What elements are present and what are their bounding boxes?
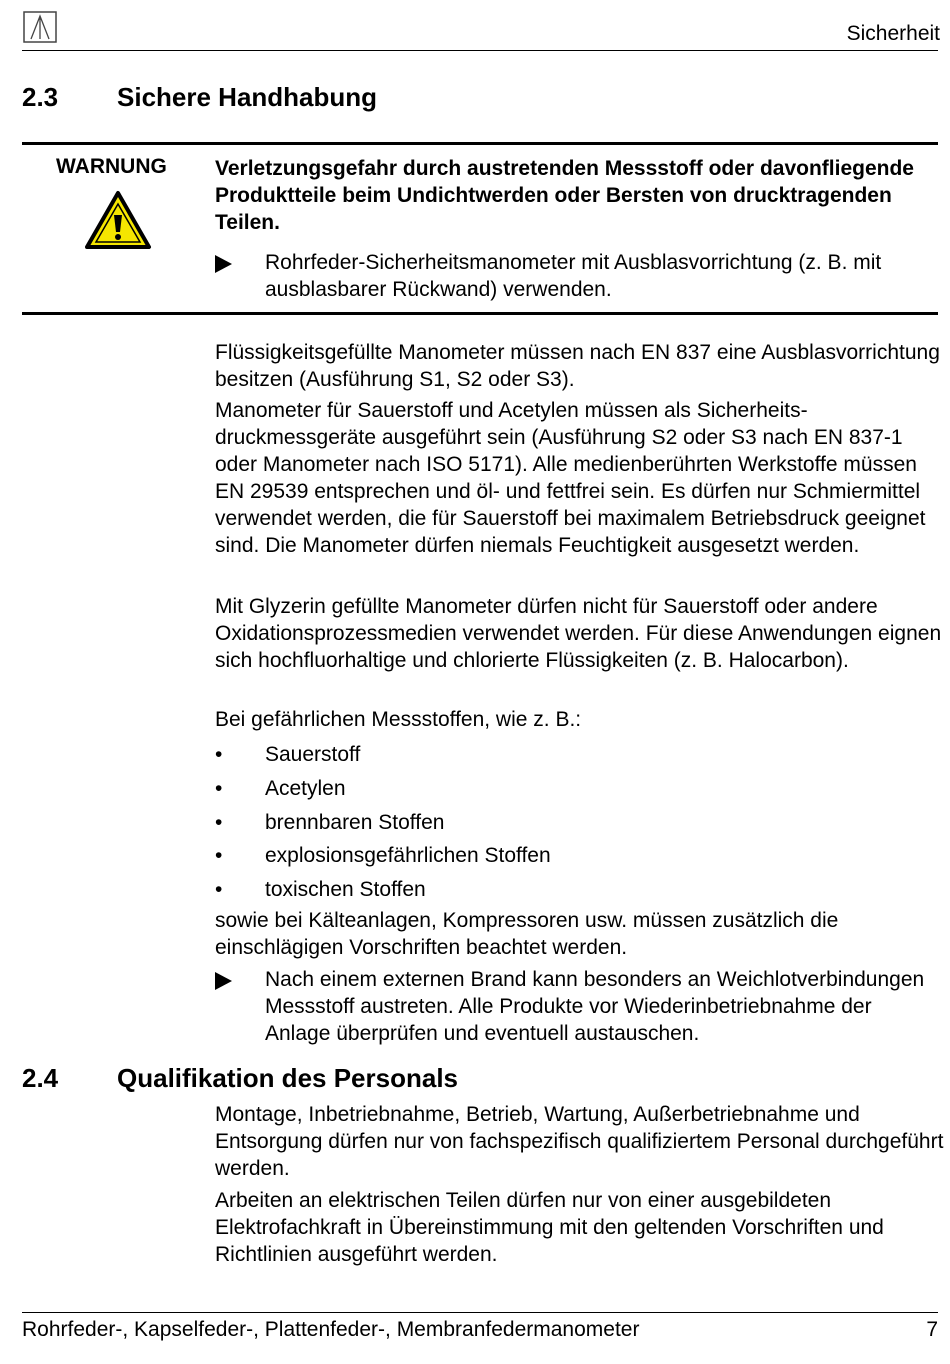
list-item xyxy=(215,842,935,869)
company-logo xyxy=(23,11,57,43)
warning-title: Verletzungsgefahr durch austretenden Messstoff oder davonfliegende Produktteile beim Undichtwerden oder Bersten von drucktragenden Teilen. xyxy=(215,157,914,234)
list-item xyxy=(215,876,935,903)
footer-document-title: Rohrfeder-, Kapselfeder-, Plattenfeder-, Membranfedermanometer xyxy=(22,1318,640,1341)
bullet-icon: • xyxy=(215,777,223,800)
list-item-text: toxischen Stoffen xyxy=(265,878,426,901)
paragraph: Arbeiten an elektrischen Teilen dürfen nur von einer ausgebildeten Elektrofachkraft in Übereinstimmung mit den geltenden Vorschriften und Richtlinien ausgeführt werden. xyxy=(215,1189,884,1266)
paragraph: Flüssigkeitsgefüllte Manometer müssen nach EN 837 eine Ausblasvorrichtung besitzen (Ausführung S1, S2 oder S3). xyxy=(215,341,940,391)
paragraph: Mit Glyzerin gefüllte Manometer dürfen nicht für Sauerstoff oder andere Oxidationsprozessmedien verwendet werden. Für diese Anwendungen eignen sich hochfluorhaltige und chlorierte Flüssigkeiten (z. B. Halocarbon). xyxy=(215,595,942,672)
list-item-text: Acetylen xyxy=(265,777,346,800)
section-number: 2.4 xyxy=(22,1063,59,1093)
bullet-icon: • xyxy=(215,844,223,867)
section-title: Qualifikation des Personals xyxy=(117,1063,458,1093)
paragraph: Montage, Inbetriebnahme, Betrieb, Wartung, Außerbetriebnahme und Entsorgung dürfen nur von fachspezifisch qualifiziertem Personal durchgeführt werden. xyxy=(215,1103,944,1180)
list-item xyxy=(215,809,935,836)
warning-top-rule xyxy=(22,142,938,145)
section-number: 2.3 xyxy=(22,82,59,112)
footer-divider xyxy=(22,1312,938,1313)
section-heading-2-4 xyxy=(22,1063,622,1097)
running-header: Sicherheit xyxy=(846,22,940,45)
bullet-icon: • xyxy=(215,811,223,834)
warning-triangle-icon xyxy=(84,190,152,250)
list-item xyxy=(215,741,935,768)
paragraph: sowie bei Kälteanlagen, Kompressoren usw. müssen zusätzlich die einschlägigen Vorschriften beachtet werden. xyxy=(215,909,839,959)
warning-action xyxy=(215,249,930,303)
header-divider xyxy=(22,50,938,51)
section-heading-2-3 xyxy=(22,82,622,116)
bullet-icon: • xyxy=(215,743,223,766)
paragraph: Manometer für Sauerstoff und Acetylen müssen als Sicherheitsdruckmessgeräte ausgeführt sein (Ausführung S2 oder S3 nach EN 837-1 oder Manometer nach ISO 5171). Alle medienberührten Werkstoffe müssen EN 29539 entsprechen und öl- und fettfrei sein. Es dürfen nur Schmiermittel verwendet werden, die für Sauerstoff bei maximalem Betriebsdruck geeignet sind. Die Manometer dürfen niemals Feuchtigkeit ausgesetzt werden. xyxy=(215,399,926,557)
action-arrow-icon xyxy=(215,255,232,273)
action-item xyxy=(215,966,930,1047)
warning-label: WARNUNG xyxy=(56,155,167,178)
warning-action-text: Rohrfeder-Sicherheitsmanometer mit Ausblasvorrichtung (z. B. mit ausblasbarer Rückwand) verwenden. xyxy=(265,251,882,301)
warning-bottom-rule xyxy=(22,312,938,315)
section-title: Sichere Handhabung xyxy=(117,82,378,112)
action-arrow-icon xyxy=(215,972,232,990)
paragraph: Bei gefährlichen Messstoffen, wie z. B.: xyxy=(215,708,582,731)
list-item xyxy=(215,775,935,802)
page-number: 7 xyxy=(926,1318,938,1341)
action-text: Nach einem externen Brand kann besonders an Weichlotverbindungen Messstoff austreten. Alle Produkte vor Wiederinbetriebnahme der Anlage überprüfen und eventuell austauschen. xyxy=(265,968,925,1045)
bullet-icon: • xyxy=(215,878,223,901)
list-item-text: Sauerstoff xyxy=(265,743,361,766)
list-item-text: brennbaren Stoffen xyxy=(265,811,445,834)
list-item-text: explosionsgefährlichen Stoffen xyxy=(265,844,551,867)
